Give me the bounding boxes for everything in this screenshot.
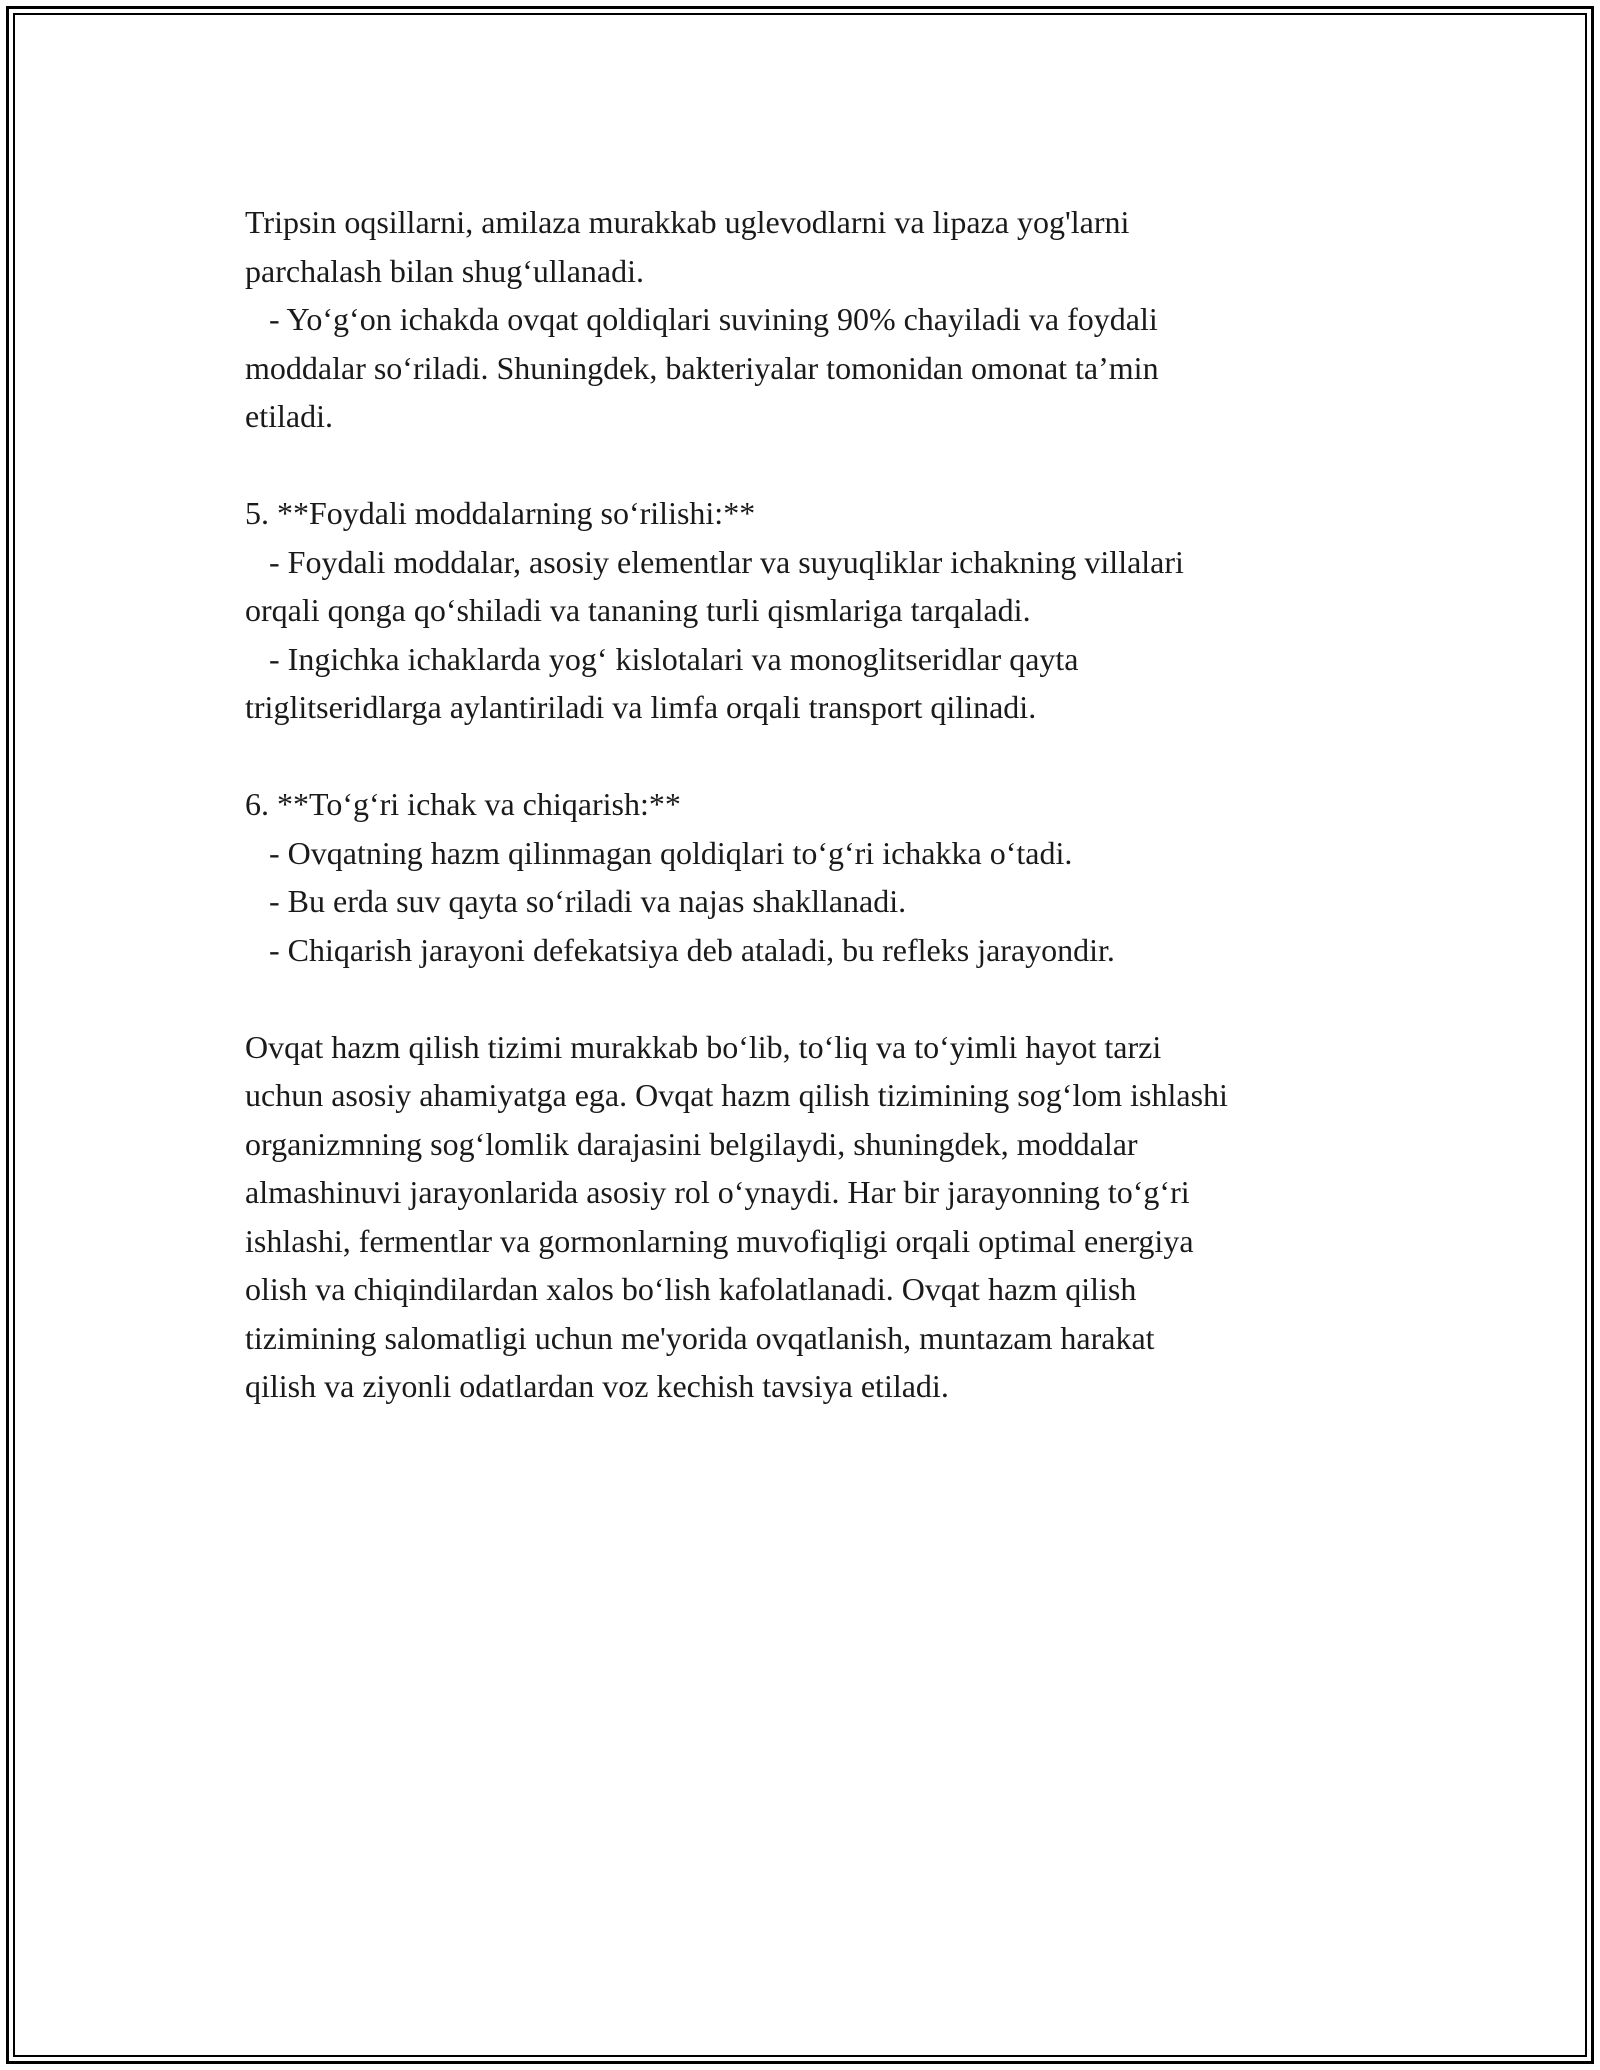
text-line: almashinuvi jarayonlarida asosiy rol o‘ynaydi. Har bir jarayonning to‘g‘ri: [245, 1174, 1190, 1210]
section-heading: 5. **Foydali moddalarning so‘rilishi:**: [245, 495, 756, 531]
text-line: triglitseridlarga aylantiriladi va limfa orqali transport qilinadi.: [245, 689, 1037, 725]
text-line: olish va chiqindilardan xalos bo‘lish kafolatlanadi. Ovqat hazm qilish: [245, 1271, 1137, 1307]
text-line: - Chiqarish jarayoni defekatsiya deb ataladi, bu refleks jarayondir.: [245, 931, 1115, 968]
text-line: - Yo‘g‘on ichakda ovqat qoldiqlari suvining 90% chayiladi va foydali: [245, 301, 1158, 337]
text-line: Ovqat hazm qilish tizimi murakkab bo‘lib, to‘liq va to‘yimli hayot tarzi: [245, 1028, 1162, 1065]
text-line: moddalar so‘riladi. Shuningdek, bakteriyalar tomonidan omonat ta’min: [245, 349, 1159, 386]
text-line: etiladi.: [245, 398, 333, 434]
text-line: tizimining salomatligi uchun me'yorida ovqatlanish, muntazam harakat: [245, 1319, 1155, 1356]
blank-line: [245, 441, 1395, 490]
text-line: - Foydali moddalar, asosiy elementlar va suyuqliklar ichakning villalari: [245, 543, 1184, 580]
text-line: ishlashi, fermentlar va gormonlarning muvofiqligi orqali optimal energiya: [245, 1222, 1194, 1259]
blank-line: [245, 974, 1395, 1023]
section-heading: 6. **To‘g‘ri ichak va chiqarish:**: [245, 786, 681, 822]
text-line: orqali qonga qo‘shiladi va tananing turli qismlariga tarqaladi.: [245, 592, 1031, 628]
text-line: parchalash bilan shug‘ullanadi.: [245, 252, 644, 289]
document-body: [245, 198, 1395, 1411]
text-line: Tripsin oqsillarni, amilaza murakkab uglevodlarni va lipaza yog'larni: [245, 204, 1130, 240]
page-frame: [6, 6, 1594, 2064]
text-line: organizmning sog‘lomlik darajasini belgilaydi, shuningdek, moddalar: [245, 1125, 1138, 1162]
blank-line: [245, 732, 1395, 781]
text-line: - Bu erda suv qayta so‘riladi va najas shakllanadi.: [245, 883, 907, 919]
text-line: - Ovqatning hazm qilinmagan qoldiqlari to‘g‘ri ichakka o‘tadi.: [245, 834, 1073, 871]
text-line: uchun asosiy ahamiyatga ega. Ovqat hazm qilish tizimining sog‘lom ishlashi: [245, 1077, 1228, 1113]
text-line: - Ingichka ichaklarda yog‘ kislotalari va monoglitseridlar qayta: [245, 640, 1079, 677]
text-line: qilish va ziyonli odatlardan voz kechish tavsiya etiladi.: [245, 1368, 949, 1404]
